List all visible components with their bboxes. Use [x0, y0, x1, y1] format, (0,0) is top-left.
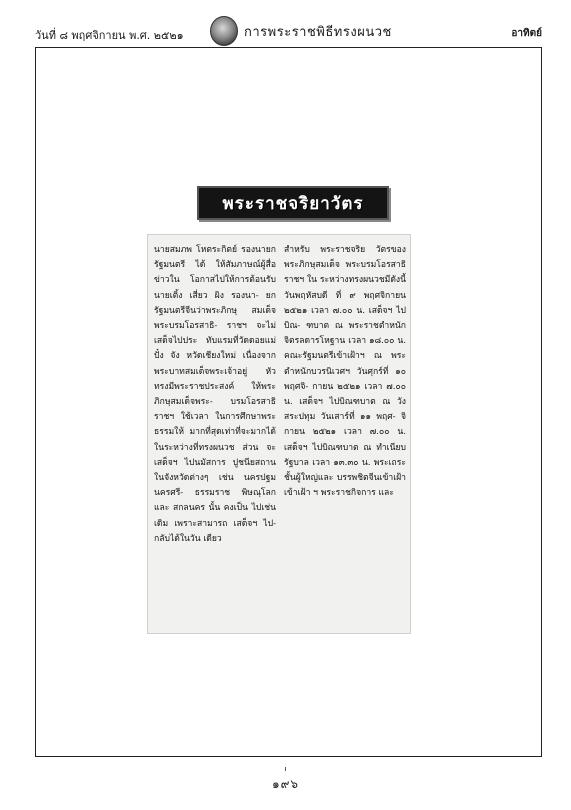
page-number: ๑๙๖: [271, 777, 300, 791]
article-left-text: นายสมภพ โหตระกิตย์ รองนายกรัฐมนตรี ได้ ให้สัมภาษณ์ผู้สื่อข่าวใน โอกาสไปให้การต้อนรับ นายเติ้ง เสี่ยว ผิง รองนา- ยกรัฐมนตรีจีนว่าพระภิกษุ สมเด็จพระบรมโอรสาธิ- ราชฯ จะไม่เสด็จไปประ ทับแรมที่วัดดอยแม่ปั๋ง จัง หวัดเชียงใหม่ เนื่องจาก พระบาทสมเด็จพระเจ้าอยู่ หัว ทรงมีพระราชประสงค์ ให้พระภิกษุสมเด็จพระ- บรมโอรสาธิราชฯ ใช้เวลา ในการศึกษาพระธรรมให้ มากที่สุดเท่าที่จะมากได้ ในระหว่างที่ทรงผนวช ส่วน จะเสด็จฯ ไปนมัสการ ปูชนียสถานในจังหวัดต่างๆ เช่น นครปฐม นครศรี- ธรรมราช พิษณุโลก และ สกลนคร นั้น คงเป็น ไปเช่นเดิม เพราะสามารถ เสด็จฯ ไป-กลับได้ในวัน เดียว: [154, 245, 276, 544]
article-headline: พระราชจริยาวัตร: [222, 193, 364, 214]
article-headline-box: [197, 186, 389, 220]
article-column-left: [154, 243, 276, 547]
page-header: [35, 12, 542, 42]
article-column-right: [284, 243, 406, 501]
article-right-text: สำหรับ พระราชจริย วัตรของ พระภิกษุสมเด็จ พระบรมโอรสาธิราชฯ ใน ระหว่างทรงผนวชมีดังนี้ วันพฤหัสบดี ที่ ๙ พฤศจิกายน ๒๕๒๑ เวลา ๗.๐๐ น. เสด็จฯ ไปบิณ- ฑบาต ณ พระราชตำหนัก จิตรลดารโหฐาน เวลา ๑๘.๐๐ น. คณะรัฐมนตรีเข้าเฝ้าฯ ณ พระตำหนักบวรนิเวศฯ วันศุกร์ที่ ๑๐ พฤศจิ- กายน ๒๕๒๑ เวลา ๗.๐๐ น. เสด็จฯ ไปบิณฑบาต ณ วัง สระปทุม วันเสาร์ที่ ๑๑ พฤศ- จิกายน ๒๕๒๑ เวลา ๗.๐๐ น. เสด็จฯ ไปบิณฑบาต ณ ทำเนียบรัฐบาล เวลา ๑๓.๓๐ น. พระเถระชั้นผู้ใหญ่และ บรรพชิตจีนเข้าเฝ้า เข้าเฝ้า ฯ พระราชกิจการ และ: [284, 245, 406, 499]
publication-title: การพระราชพิธีทรงผนวช: [244, 24, 392, 40]
newspaper-clipping: [147, 234, 411, 634]
header-date: วันที่ ๘ พฤศจิกายน พ.ศ. ๒๕๒๑: [35, 29, 184, 42]
royal-emblem-icon: [210, 16, 238, 46]
page-divider-tick: [285, 767, 286, 771]
edition-label: อาทิตย์: [511, 28, 542, 39]
header-title-group: [210, 16, 392, 46]
